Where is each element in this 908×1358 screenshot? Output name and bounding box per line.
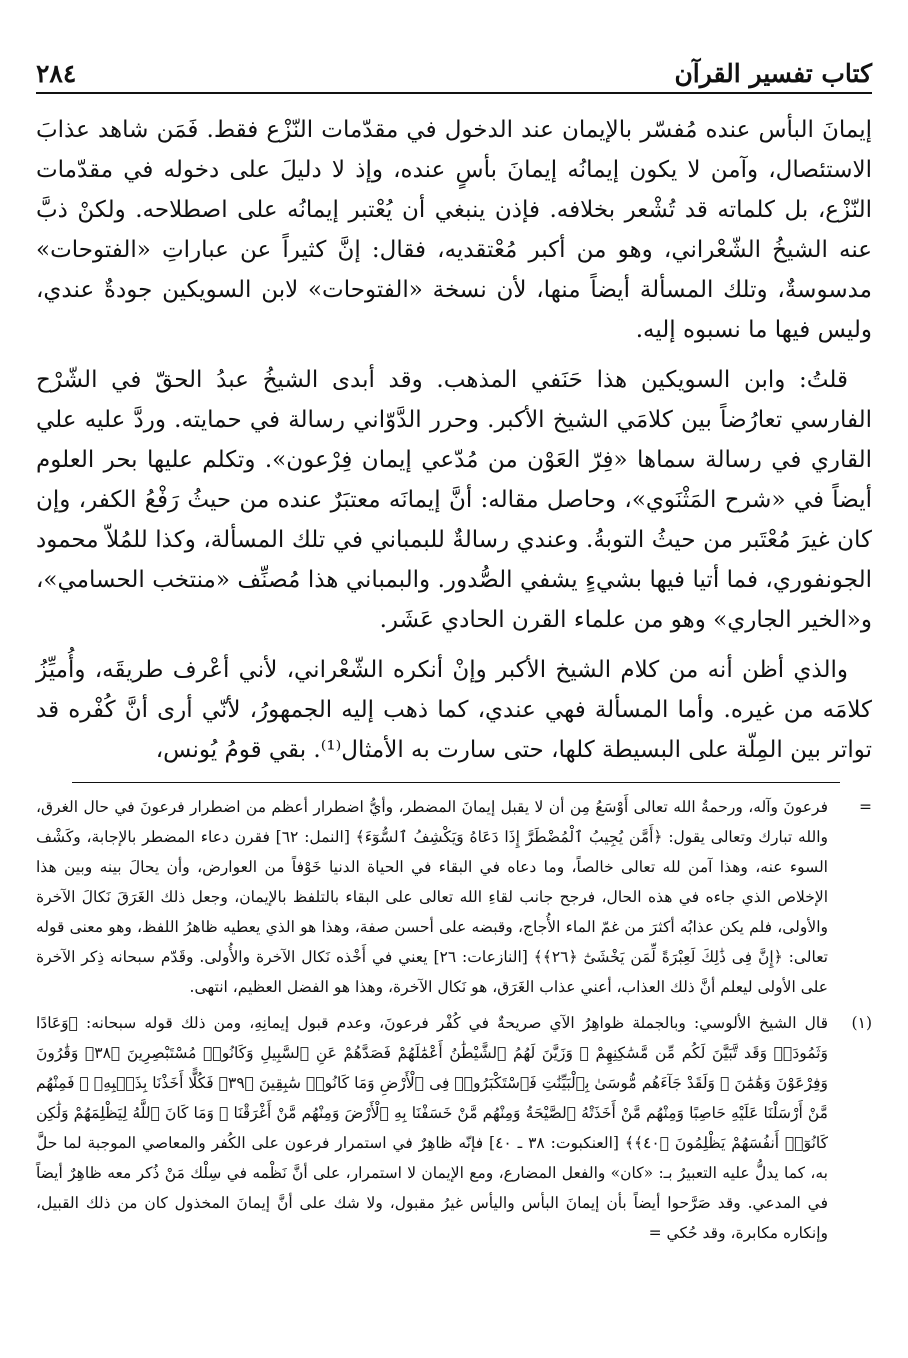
main-paragraph: والذي أظن أنه من كلام الشيخ الأكبر وإنْ أنكره الشّعْراني، لأني أعْرف طريقَه، وأُميِّزُ كلامَه من غيره. وأما المسألة فهي عندي، كما ذهب إليه الجمهورُ، لأنّي أرى أنَّ كُفْره قد تواتر بين المِلّة على البسيطة كلها، حتى سارت به الأمثال⁽¹⁾. بقي قومُ يُونس، (36, 657, 872, 763)
footnote-1 (36, 1008, 872, 1248)
footnote-continuation (36, 792, 872, 1002)
footnote-text (36, 1008, 828, 1248)
footnote-marker: = (859, 798, 872, 816)
footnote-marker: (١) (851, 1014, 872, 1032)
footnotes (36, 792, 872, 1248)
page-number: ٢٨٤ (36, 59, 77, 88)
footnote-paragraph: فرعونَ وآله، ورحمةُ الله تعالى أَوْسَعُ مِن أن لا يقبل إيمانَ المضطر، وأيُّ اضطرار أعظم من اضطرار فرعونَ في حال الغرق، والله تبارك وتعالى يقول: ﴿أَمَّن يُجِيبُ ٱلْمُضْطَرَّ إِذَا دَعَاهُ وَيَكْشِفُ ٱلسُّوٓءَ﴾ [النمل: ٦٢] فقرن دعاء المضطر بالإجابة، وكَشْف السوء عنه، وهذا آمن لله تعالى خالصاً، وما دعاه في البقاء في الحياة الدنيا خَوْفاً من العوارض، وأن يحالَ بينه وبين هذا الإخلاص الذي جاءه في هذه الحال، فرجح جانب لقاءِ الله تعالى على البقاء بالتلفظ بالإيمان، وجعل ذلك الغَرَقَ نَكالَ الآخرة والأولى، فلم يكن عذابُه أكثرَ من غمّ الماء الأُجاج، وقبضه على أحسن صفة، وهذا هو الذي يعطيه ظاهرُ اللفظ، وهو معنى قوله تعالى: ﴿إِنَّ فِى ذَٰلِكَ لَعِبْرَةً لِّمَن يَخْشَىٰٓ ﴿٢٦﴾﴾ [النازعات: ٢٦] يعني في أَخْذه نَكال الآخرة والأُولى. وقَدّم سبحانه ذِكر الآخرة على الأولى ليعلم أنَّ ذلك العذاب، أعني عذاب الغَرَق، هو نَكال الآخرة، وهذا هو الفضل العظيم، انتهى. (36, 798, 828, 996)
main-paragraph: إيمانَ البأس عنده مُفسّر بالإيمان عند الدخول في مقدّمات النّزْع فقط. فَمَن شاهد عذابَ الاستئصال، وآمن لا يكون إيمانُه إيمانَ بأسٍ عنده، وإذ لا دليلَ على دخوله في مقدّمات النّزْع، بل كلماته قد تُشْعر بخلافه. فإذن ينبغي أن يُعْتبر إيمانُه على اصطلاحه. ولكنْ ذبَّ عنه الشيخُ الشّعْراني، وهو من أكبر مُعْتقديه، فقال: إنَّ كثيراً عن عباراتِ «الفتوحات» مدسوسةٌ، وتلك المسألة أيضاً منها، لأن نسخة «الفتوحات» لابن السويكين جودةٌ عندي، وليس فيها ما نسبوه إليه. (36, 117, 872, 343)
page-header (36, 42, 872, 94)
footnote-separator (72, 782, 840, 783)
main-paragraph: قلتُ: وابن السويكين هذا حَنَفي المذهب. وقد أبدى الشيخُ عبدُ الحقّ في الشّرْح الفارسي تعارُضاً بين كلامَي الشيخ الأكبر. وحرر الدَّوّاني رسالة في حمايته. وردَّ عليه علي القاري في رسالة سماها «فِرّ العَوْن من مُدّعي إيمان فِرْعون». وتكلم عليها بحر العلوم أيضاً في «شرح المَثْنَوي»، وحاصل مقاله: أنَّ إيمانَه معتبَرٌ عنده من حيثُ رَفْعُ الكفر، وإن كان غيرَ مُعْتَبر من حيثُ التوبةُ. وعندي رسالةٌ للبمباني في تلك المسألة، وكذا للمُلاّ محمود الجونفوري، فما أتيا فيها بشيءٍ يشفي الصُّدور. والبمباني هذا مُصنِّف «منتخب الحسامي»، و«الخير الجاري» وهو من علماء القرن الحادي عَشَر. (36, 367, 872, 633)
main-text (36, 110, 872, 780)
footnote-text (36, 792, 828, 1002)
book-title: كتاب تفسير القرآن (674, 59, 872, 88)
footnote-paragraph: قال الشيخ الألوسي: وبالجملة ظواهِرُ الآي صريحةٌ في كُفْر فرعونَ، وعدم قبول إيمانِهِ، ومن ذلك قوله سبحانه: ﴿وَعَادًا وَثَمُودَا۟ وَقَد تَّبَيَّنَ لَكُم مِّن مَّسَٰكِنِهِمْ ۖ وَزَيَّنَ لَهُمُ ٱلشَّيْطَٰنُ أَعْمَٰلَهُمْ فَصَدَّهُمْ عَنِ ٱلسَّبِيلِ وَكَانُوا۟ مُسْتَبْصِرِينَ ﴿٣٨﴾ وَقَٰرُونَ وَفِرْعَوْنَ وَهَٰمَٰنَ ۖ وَلَقَدْ جَآءَهُم مُّوسَىٰ بِٱلْبَيِّنَٰتِ فَٱسْتَكْبَرُوا۟ فِى ٱلْأَرْضِ وَمَا كَانُوا۟ سَٰبِقِينَ ﴿٣٩﴾ فَكُلًّا أَخَذْنَا بِذَنۢبِهِۦ ۖ فَمِنْهُم مَّنْ أَرْسَلْنَا عَلَيْهِ حَاصِبًا وَمِنْهُم مَّنْ أَخَذَتْهُ ٱلصَّيْحَةُ وَمِنْهُم مَّنْ خَسَفْنَا بِهِ ٱلْأَرْضَ وَمِنْهُم مَّنْ أَغْرَقْنَا ۚ وَمَا كَانَ ٱللَّهُ لِيَظْلِمَهُمْ وَلَٰكِن كَانُوٓا۟ أَنفُسَهُمْ يَظْلِمُونَ ﴿٤٠﴾﴾ [العنكبوت: ٣٨ ـ ٤٠] فإنّه ظاهِرٌ في استمرار فرعون على الكُفر والمعاصي الموجبة لما حلَّ به، كما يدلُّ عليه التعبيرُ بـ: «كان» والفعل المضارع، ومع الإيمان لا استمرار، على أنَّ نَظْمه في سِلْك مَنْ ذُكر معه ظاهِرٌ أيضاً في المدعي. وقد صَرَّحوا أيضاً بأن إيمانَ البأس واليأس غيرُ مقبول، ولا شك على أنَّ إيمانَ المخذول كان من ذلك القبيل، وإنكاره مكابرة، وقد حُكي = (36, 1014, 828, 1242)
